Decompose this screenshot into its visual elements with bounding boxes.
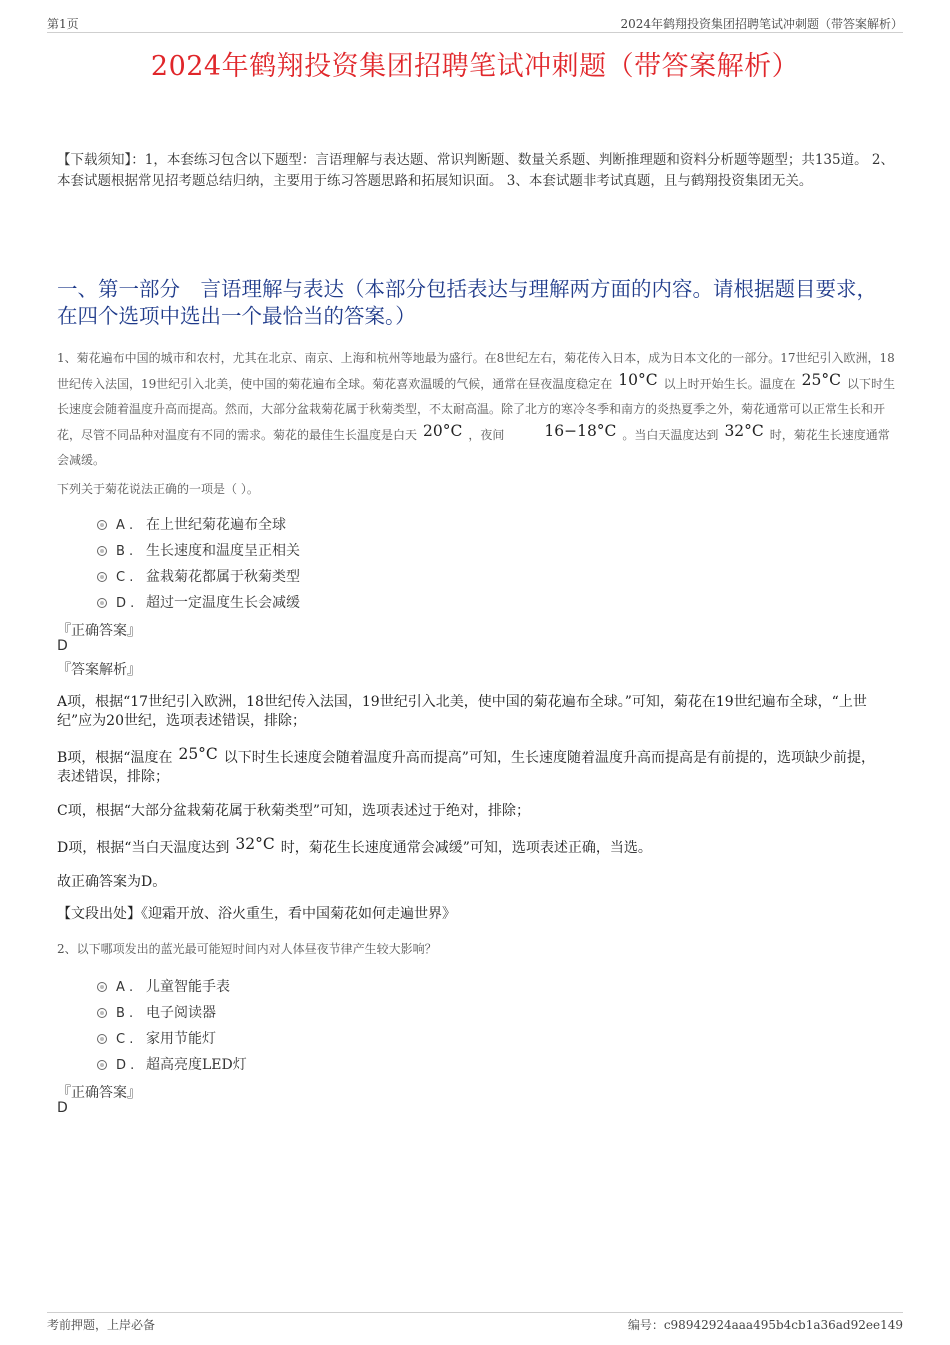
- q1-conclusion: 故正确答案为D。: [57, 874, 167, 890]
- radio-icon[interactable]: [97, 520, 107, 530]
- page-footer: [47, 1312, 903, 1332]
- q1-passage-text-4: ，夜间: [468, 428, 505, 442]
- q1-analysis-d: D项，根据“当白天温度达到 32°C 时，菊花生长速度通常会减缓”可知，选项表述正确，当选。: [57, 835, 652, 856]
- q1-passage-text-5: 。当白天温度达到: [622, 428, 719, 442]
- radio-icon[interactable]: [97, 1034, 107, 1044]
- radio-icon[interactable]: [97, 572, 107, 582]
- radio-icon[interactable]: [97, 546, 107, 556]
- q2-question: 2、以下哪项发出的蓝光最可能短时间内对人体昼夜节律产生较大影响？: [57, 942, 437, 956]
- q1-answer-label: 『正确答案』: [57, 623, 141, 639]
- q1-source: 【文段出处】《迎霜开放、浴火重生，看中国菊花如何走遍世界》: [57, 906, 456, 922]
- download-notice: 【下载须知】：1，本套练习包含以下题型：言语理解与表达题、常识判断题、数量关系题、判断推理题和资料分析题等题型；共135道。 2、本套试题根据常见招考题总结归纳，主要用于练习答题思路和拓展知识面。 3、本套试题非考试真题，且与鹤翔投资集团无关。: [57, 152, 894, 189]
- q1-passage-text-3: 以下时生长速度会随着温度升高而提高。然而，大部分盆栽菊花属于秋菊类型，不太耐高温。除了北方的寒冷冬季和南方的炎热夏季之外，菊花通常可以正常生长和开花，尽管不同品种对温度有不同的需求。菊花的最佳生长温度是白天: [57, 377, 895, 442]
- q2-option-b[interactable]: B . 电子阅读器: [97, 1002, 216, 1022]
- q1-analysis-label: 『答案解析』: [57, 662, 141, 678]
- document-title: 2024年鹤翔投资集团招聘笔试冲刺题（带答案解析）: [150, 51, 800, 82]
- q1-analysis-b: B项，根据“温度在 25°C 以下时生长速度会随着温度升高而提高”可知，生长速度随着温度升高而提高是有前提的，选项缺少前提，表述错误，排除；: [57, 745, 875, 785]
- footer-slogan: 考前押题，上岸必备: [47, 1318, 156, 1332]
- q2-option-a[interactable]: A . 儿童智能手表: [97, 976, 230, 996]
- q1-math-3: 20°C: [423, 422, 463, 440]
- q1-math-2: 25°C: [801, 371, 841, 389]
- q1-option-d[interactable]: D . 超过一定温度生长会减缓: [97, 592, 300, 612]
- section-heading: 一、第一部分 言语理解与表达（本部分包括表达与理解两方面的内容。请根据题目要求，在四个选项中选出一个最恰当的答案。）: [57, 277, 877, 328]
- q1-analysis-d-math: 32°C: [235, 835, 275, 853]
- radio-icon[interactable]: [97, 982, 107, 992]
- q1-option-a[interactable]: A . 在上世纪菊花遍布全球: [97, 514, 286, 534]
- q2-option-d[interactable]: D . 超高亮度LED灯: [97, 1054, 247, 1074]
- q1-analysis-c: C项，根据“大部分盆栽菊花属于秋菊类型”可知，选项表述过于绝对，排除；: [57, 803, 531, 819]
- q2-answer-label: 『正确答案』: [57, 1085, 141, 1101]
- q1-math-4: 16−18°C: [544, 422, 617, 440]
- header-doc-title: 2024年鹤翔投资集团招聘笔试冲刺题（带答案解析）: [620, 17, 903, 31]
- page-header: [47, 14, 903, 33]
- q1-option-b[interactable]: B . 生长速度和温度呈正相关: [97, 540, 300, 560]
- q1-analysis-b-math: 25°C: [178, 745, 218, 763]
- q1-math-5: 32°C: [724, 422, 764, 440]
- page-number: 第1页: [47, 17, 79, 31]
- q1-passage-text-6: 时，菊花生长速度通常会减缓。: [57, 428, 890, 467]
- q1-option-c[interactable]: C . 盆栽菊花都属于秋菊类型: [97, 566, 300, 586]
- footer-doc-id: 编号：c98942924aaa495b4cb1a36ad92ee149: [627, 1318, 903, 1332]
- q1-passage-text-1: 1、菊花遍布中国的城市和农村，尤其在北京、南京、上海和杭州等地最为盛行。在8世纪左右，菊花传入日本，成为日本文化的一部分。17世纪引入欧洲，18世纪传入法国，19世纪引入北美，使中国的菊花遍布全球。菊花喜欢温暖的气候，通常在昼夜温度稳定在: [57, 351, 895, 391]
- q2-answer-value: D: [57, 1100, 68, 1116]
- q1-math-1: 10°C: [618, 371, 658, 389]
- radio-icon[interactable]: [97, 1060, 107, 1070]
- radio-icon[interactable]: [97, 598, 107, 608]
- q1-analysis-a: A项，根据“17世纪引入欧洲，18世纪传入法国，19世纪引入北美，使中国的菊花遍布全球。”可知，菊花在19世纪遍布全球，“上世纪”应为20世纪，选项表述错误，排除；: [57, 694, 867, 729]
- radio-icon[interactable]: [97, 1008, 107, 1018]
- q1-passage-text-2: 以上时开始生长。温度在: [663, 377, 796, 391]
- q1-question: 下列关于菊花说法正确的一项是（ ）。: [57, 482, 259, 496]
- q1-passage: [57, 346, 897, 473]
- q2-option-c[interactable]: C . 家用节能灯: [97, 1028, 216, 1048]
- q1-answer-value: D: [57, 638, 68, 654]
